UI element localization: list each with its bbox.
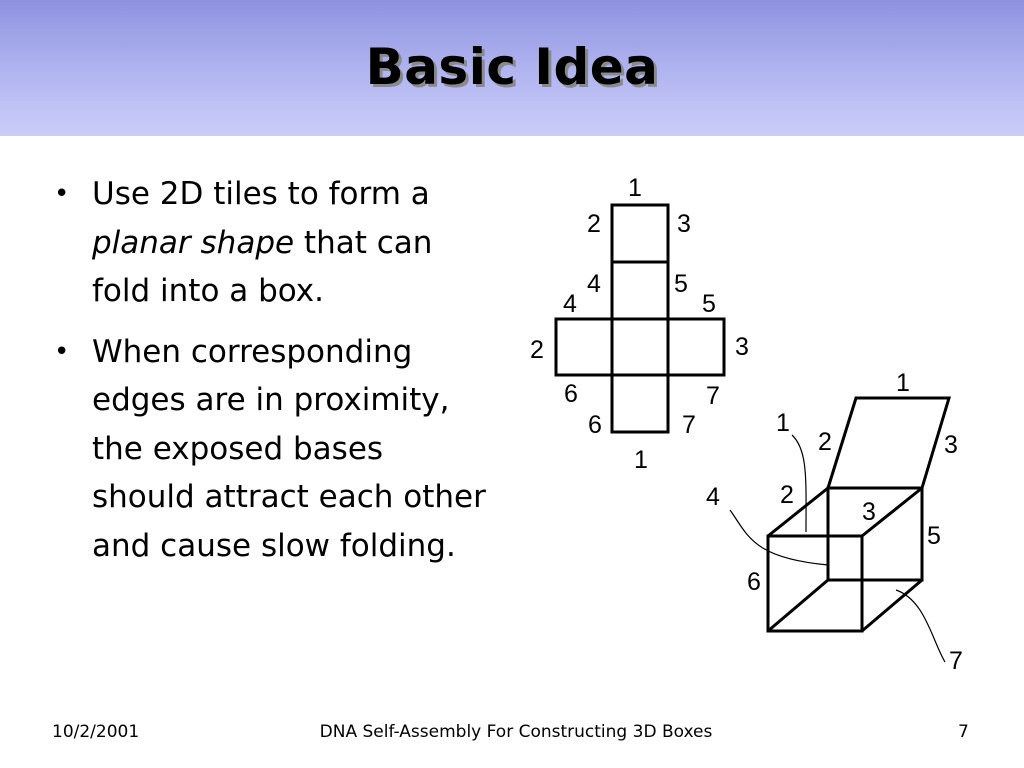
bullet-text: When corresponding edges are in proximity, the exposed bases should attract each other and cause slow folding. [92, 333, 486, 564]
bullet-text: Use 2D tiles to form a [92, 176, 430, 212]
box-label: 2 [780, 481, 794, 509]
net-label: 6 [564, 380, 578, 408]
net-tile [612, 205, 668, 262]
bullet-text: that can fold into a box. [92, 224, 433, 309]
net-tile [612, 319, 668, 375]
net-label: 6 [588, 411, 602, 439]
net-label: 7 [706, 382, 720, 410]
leader-line [792, 435, 806, 532]
box-label: 2 [818, 428, 832, 456]
planar-net-labels [530, 174, 749, 474]
planar-net-diagram [556, 205, 724, 432]
box-label: 7 [949, 647, 963, 675]
box-label: 4 [706, 483, 720, 511]
box-edge [768, 580, 828, 631]
net-label: 7 [682, 411, 696, 439]
net-label: 1 [634, 446, 648, 474]
folded-box-labels [706, 369, 963, 675]
box-label: 5 [927, 522, 941, 550]
net-tile [668, 319, 724, 375]
net-label: 5 [674, 270, 688, 298]
box-label: 3 [862, 498, 876, 526]
net-label: 2 [587, 210, 601, 238]
box-label: 3 [944, 431, 958, 459]
net-label: 3 [735, 333, 749, 361]
folded-box-diagram [768, 398, 949, 631]
box-label: 1 [776, 409, 790, 437]
net-label: 5 [702, 290, 716, 318]
net-tile [556, 319, 612, 375]
folded-box-leaders [730, 435, 945, 662]
box-open-lid [828, 398, 949, 488]
net-tile [612, 375, 668, 432]
net-label: 4 [563, 290, 577, 318]
net-label: 1 [628, 174, 642, 202]
net-tile [612, 262, 668, 319]
net-label: 2 [530, 336, 544, 364]
leader-line [896, 590, 945, 662]
page-number: 7 [958, 722, 969, 742]
net-label: 4 [587, 270, 601, 298]
slide-title: Basic Idea [365, 38, 659, 96]
box-label: 6 [747, 568, 761, 596]
footer-title: DNA Self-Assembly For Constructing 3D Boxes [319, 722, 713, 742]
bullet-dot-icon: • [54, 179, 70, 209]
box-label: 1 [896, 369, 910, 397]
footer-date: 10/2/2001 [52, 722, 140, 742]
box-front-face [768, 536, 862, 631]
box-edge [862, 580, 922, 631]
bullet-emphasis: planar shape [92, 224, 295, 261]
bullet-dot-icon: • [54, 336, 70, 367]
box-edge [768, 488, 828, 536]
net-label: 3 [677, 210, 691, 238]
